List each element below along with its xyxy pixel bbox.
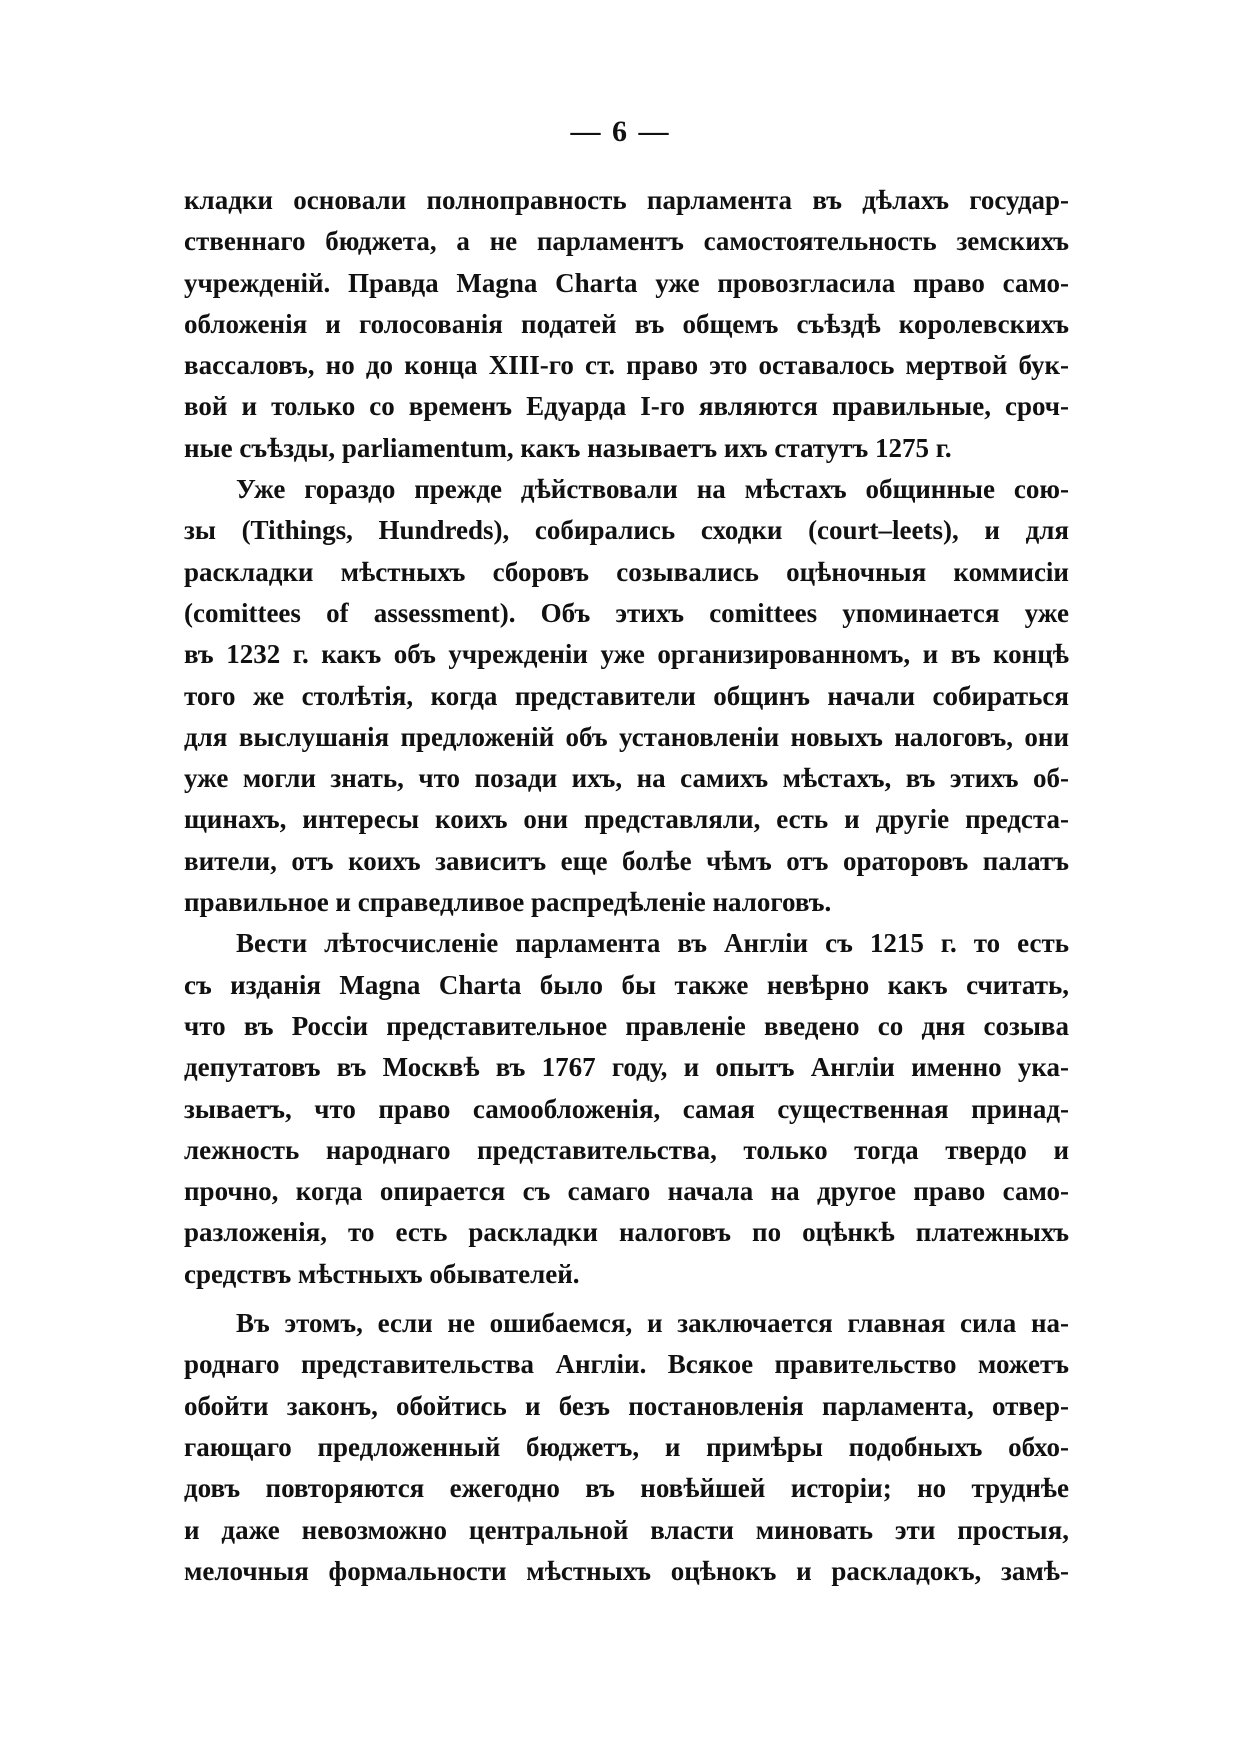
text-line: уже могли знать, что позади ихъ, на самихъ мѣстахъ, въ этихъ об- (184, 763, 1069, 794)
text-line: прочно, когда опирается съ самаго начала на другое право само- (184, 1176, 1069, 1207)
text-line: зы (Tithings, Hundreds), собирались сходки (court–leets), и для (184, 515, 1069, 546)
text-line: гающаго предложенный бюджетъ, и примѣры подобныхъ обхо- (184, 1431, 1069, 1462)
paragraph (184, 1303, 1069, 1592)
text-line: кладки основали полноправность парламента въ дѣлахъ государ- (184, 185, 1069, 215)
text-line: вители, отъ коихъ зависитъ еще болѣе чѣмъ отъ ораторовъ палатъ (184, 845, 1069, 876)
text-line: Вести лѣтосчисленіе парламента въ Англіи съ 1215 г. то есть (236, 928, 1069, 959)
text-line: (comittees of assessment). Объ этихъ comittees упоминается уже (184, 597, 1069, 628)
text-line: Уже гораздо прежде дѣйствовали на мѣстахъ общинные сою- (236, 474, 1069, 505)
text-line: зываетъ, что право самообложенія, самая существенная принад- (184, 1093, 1069, 1124)
text-line: раскладки мѣстныхъ сборовъ созывались оцѣночныя коммисіи (184, 556, 1069, 587)
text-line: ственнаго бюджета, а не парламентъ самостоятельность земскихъ (184, 226, 1069, 257)
text-line: Въ этомъ, если не ошибаемся, и заключается главная сила на- (236, 1308, 1069, 1339)
text-line: щинахъ, интересы коихъ они представляли, есть и другіе предста- (184, 804, 1069, 835)
text-line: съ изданія Magna Charta было бы также невѣрно какъ считать, (184, 969, 1069, 1000)
text-line: обойти законъ, обойтись и безъ постановленія парламента, отвер- (184, 1390, 1069, 1421)
text-line: лежность народнаго представительства, только тогда твердо и (184, 1134, 1069, 1165)
text-line: средствъ мѣстныхъ обывателей. (184, 1258, 580, 1289)
text-line: того же столѣтія, когда представители общинъ начали собираться (184, 680, 1069, 711)
text-line: роднаго представительства Англіи. Всякое правительство можетъ (184, 1349, 1069, 1380)
text-line: и даже невозможно центральной власти миновать эти простыя, (184, 1514, 1069, 1545)
text-line: учрежденій. Правда Magna Charta уже провозгласила право само- (184, 267, 1069, 298)
paragraph (184, 180, 1069, 469)
text-line: ные съѣзды, parliamentum, какъ называетъ ихъ статутъ 1275 г. (184, 432, 952, 463)
text-line: правильное и справедливое распредѣленіе налоговъ. (184, 887, 832, 918)
text-line: для выслушанія предложеній объ установленіи новыхъ налоговъ, они (184, 721, 1069, 752)
text-line: мелочныя формальности мѣстныхъ оцѣнокъ и раскладокъ, замѣ- (184, 1555, 1069, 1586)
paragraph (184, 923, 1069, 1295)
body-text (184, 180, 1069, 1592)
text-line: депутатовъ въ Москвѣ въ 1767 году, и опытъ Англіи именно ука- (184, 1052, 1069, 1083)
text-line: обложенія и голосованія податей въ общемъ съѣздѣ королевскихъ (184, 308, 1069, 339)
text-line: вассаловъ, но до конца XIII-го ст. право это оставалось мертвой бук- (184, 350, 1069, 381)
text-line: въ 1232 г. какъ объ учрежденіи уже организированномъ, и въ концѣ (184, 639, 1069, 670)
text-line: довъ повторяются ежегодно въ новѣйшей исторіи; но труднѣе (184, 1473, 1069, 1504)
text-line: разложенія, то есть раскладки налоговъ по оцѣнкѣ платежныхъ (184, 1217, 1069, 1248)
paragraph-spacer (184, 1295, 1069, 1303)
paragraph (184, 469, 1069, 923)
text-line: вой и только со временъ Едуарда I-го являются правильные, сроч- (184, 391, 1069, 422)
page-number: — 6 — (570, 115, 671, 148)
text-line: что въ Россіи представительное правленіе введено со дня созыва (184, 1010, 1069, 1041)
